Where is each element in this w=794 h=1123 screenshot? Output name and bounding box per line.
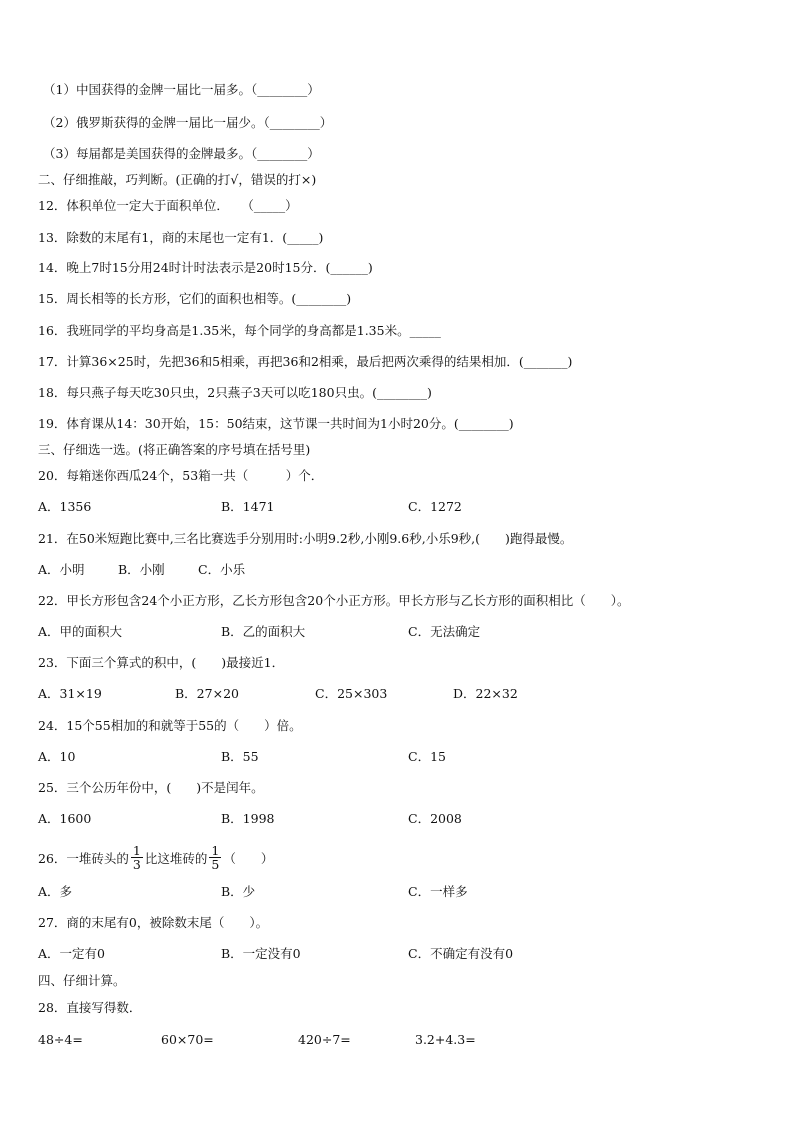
question-13: 13．除数的末尾有1，商的末尾也一定有1．(_____) [38, 230, 324, 245]
option-a: A．10 [38, 749, 76, 764]
option-c: C．15 [408, 749, 446, 764]
option-c: C．小乐 [198, 562, 246, 577]
question-24: 24．15个55相加的和就等于55的（ ）倍。 [38, 718, 302, 733]
question-21: 21．在50米短跑比赛中,三名比赛选手分别用时:小明9.2秒,小刚9.6秒,小乐9秒,( )跑得最慢。 [38, 531, 573, 546]
option-c: C．不确定有没有0 [408, 946, 514, 961]
question-26-suffix: （ ） [223, 851, 274, 866]
question-14: 14．晚上7时15分用24时计时法表示是20时15分．(______) [38, 260, 373, 275]
option-a: A．一定有0 [38, 946, 105, 961]
calc-item: 48÷4= [38, 1032, 83, 1047]
option-a: A．甲的面积大 [38, 624, 123, 639]
option-c: C．一样多 [408, 884, 468, 899]
option-b: B．1998 [221, 811, 275, 826]
question-18: 18．每只燕子每天吃30只虫，2只燕子3天可以吃180只虫。(________) [38, 385, 432, 400]
sub-question-2: （2）俄罗斯获得的金牌一届比一届少。（________） [43, 115, 333, 130]
option-a: A．多 [38, 884, 73, 899]
question-27: 27．商的末尾有0，被除数末尾（ ）。 [38, 915, 269, 930]
question-25: 25．三个公历年份中，( )不是闰年。 [38, 780, 264, 795]
option-c: C．无法确定 [408, 624, 481, 639]
option-a: A．1600 [38, 811, 92, 826]
question-26-middle: 比这堆砖的 [144, 851, 208, 866]
option-c: C．1272 [408, 499, 462, 514]
option-b: B．1471 [221, 499, 275, 514]
question-26-prefix: 26．一堆砖头的 [38, 851, 129, 866]
option-b: B．27×20 [175, 686, 239, 701]
calc-item: 60×70= [161, 1032, 214, 1047]
question-12: 12．体积单位一定大于面积单位． （_____） [38, 198, 298, 213]
section-heading-4: 四、仔细计算。 [38, 973, 126, 988]
question-28: 28．直接写得数． [38, 1000, 142, 1015]
option-c: C．25×303 [315, 686, 388, 701]
question-26 [38, 843, 274, 873]
sub-question-3: （3）每届都是美国获得的金牌最多。（________） [43, 146, 320, 161]
section-heading-2: 二、仔细推敲，巧判断。(正确的打√，错误的打×) [38, 172, 317, 187]
option-a: A．1356 [38, 499, 92, 514]
option-d: D．22×32 [453, 686, 518, 701]
question-22: 22．甲长方形包含24个小正方形，乙长方形包含20个小正方形。甲长方形与乙长方形的面积相比（ ）。 [38, 593, 630, 608]
fraction-one-third: $\frac{1}{3}$ [132, 843, 141, 872]
option-a: A．31×19 [38, 686, 102, 701]
option-b: B．小刚 [118, 562, 165, 577]
option-b: B．乙的面积大 [221, 624, 306, 639]
question-23: 23．下面三个算式的积中，( )最接近1． [38, 655, 285, 670]
question-17: 17．计算36×25时，先把36和5相乘，再把36和2相乘，最后把两次乘得的结果相加．(_______) [38, 354, 573, 369]
question-15: 15．周长相等的长方形，它们的面积也相等。(________) [38, 291, 352, 306]
option-b: B．55 [221, 749, 259, 764]
fraction-one-fifth: $\frac{1}{5}$ [211, 843, 220, 872]
option-a: A．小明 [38, 562, 85, 577]
sub-question-1: （1）中国获得的金牌一届比一届多。（________） [43, 82, 320, 97]
option-c: C．2008 [408, 811, 462, 826]
calc-item: 3.2+4.3= [415, 1032, 476, 1047]
option-b: B．一定没有0 [221, 946, 301, 961]
question-16: 16．我班同学的平均身高是1.35米，每个同学的身高都是1.35米。_____ [38, 323, 441, 338]
calc-item: 420÷7= [298, 1032, 351, 1047]
question-20: 20．每箱迷你西瓜24个，53箱一共（ ）个． [38, 468, 324, 483]
option-b: B．少 [221, 884, 256, 899]
section-heading-3: 三、仔细选一选。(将正确答案的序号填在括号里) [38, 442, 311, 457]
question-19: 19．体育课从14：30开始，15：50结束，这节课一共时间为1小时20分。(________) [38, 416, 514, 431]
